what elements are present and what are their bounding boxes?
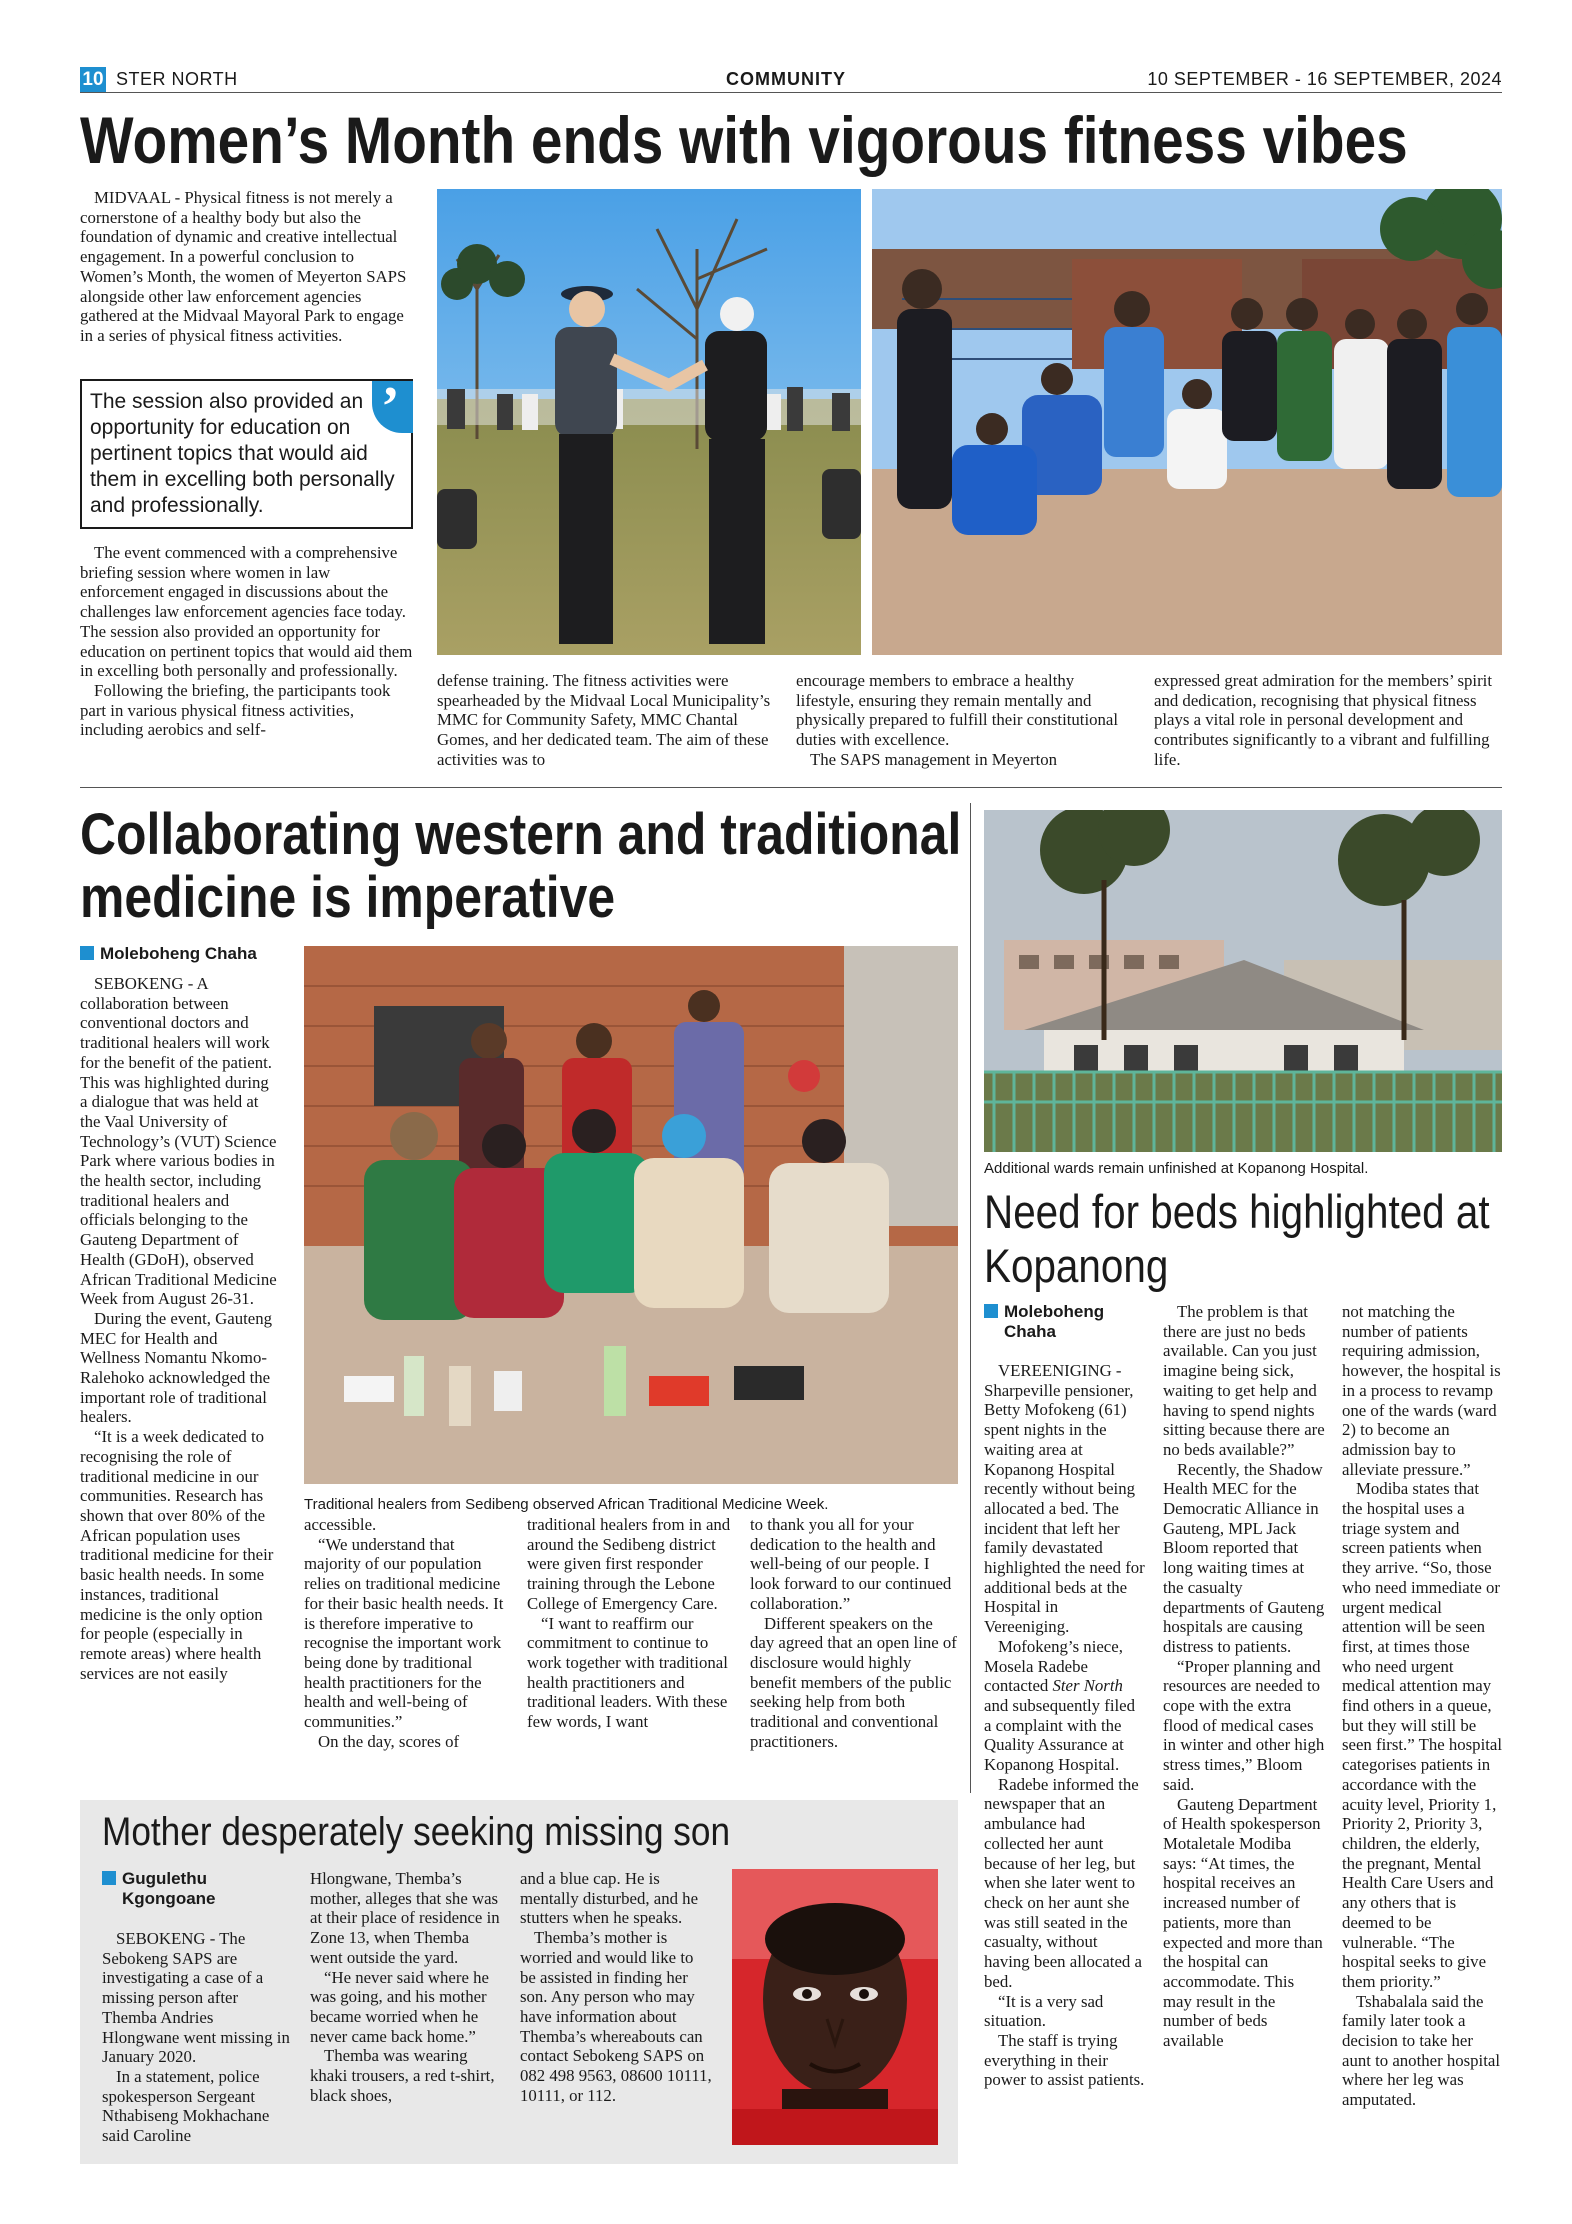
article2-col1-p2: During the event, Gauteng MEC for Health and Wellness Nomantu Nkomo-Ralehoko acknowledged the important role of traditional healers. xyxy=(80,1308,273,1427)
article3-headline: Mother desperately seeking missing son xyxy=(102,1810,731,1854)
article3-col2 xyxy=(310,1869,500,2105)
article1-col1-p1: The event commenced with a comprehensive briefing session where women in law enforcement engaged in discussions about the challenges law enforcement agencies face today. The session also provided an opportunity for education on pertinent topics that would aid them in excelling both personally and professionally. xyxy=(80,543,413,681)
section-name: COMMUNITY xyxy=(726,69,846,89)
article2-headline-line2: medicine is imperative xyxy=(80,865,616,930)
photo-traditional-healers-image xyxy=(304,946,958,1484)
article4-col2-p2: Recently, the Shadow Health MEC for the Democratic Alliance in Gauteng, MPL Jack Bloom reported that long waiting times at the casualty departments of Gauteng hospitals are causing distress to patients. xyxy=(1163,1459,1325,1656)
article2-col1-p3: “It is a week dedicated to recognising the role of traditional medicine in our communities. Research has shown that over 80% of the African population uses traditional medicine for their basic health needs. In some instances, traditional medicine is the only option for people (especially in remote areas) where health services are not easily xyxy=(80,1427,274,1683)
article4-col1-p3: Radebe informed the newspaper that an ambulance had collected her aunt because of her leg, but when she later went to check on her aunt she was still seated in the casualty, without having been allocated a bed. xyxy=(984,1774,1142,1991)
photo-missing-person xyxy=(732,1869,938,2145)
article2-headline-line1: Collaborating western and traditional xyxy=(80,802,962,867)
article2-col1 xyxy=(80,974,280,1683)
article1-col2-text: defense training. The fitness activities were spearheaded by the Midvaal Local Municipality’s MMC for Community Safety, MMC Chantal Gomes, and her dedicated team. The aim of these activities was to xyxy=(437,671,771,769)
photo-kopanong-hospital xyxy=(984,810,1502,1152)
article4-photo-caption: Additional wards remain unfinished at Kopanong Hospital. xyxy=(984,1160,1369,1177)
article3-byline xyxy=(102,1869,292,1909)
article1-col4 xyxy=(1154,671,1502,770)
article4-col1-p2-end: and subsequently filed a complaint with the Quality Assurance at Kopanong Hospital. xyxy=(984,1695,1135,1775)
article4-col1 xyxy=(984,1361,1146,2090)
photo-missing-person-image xyxy=(732,1869,938,2145)
pullquote-box xyxy=(80,376,413,529)
article2-col1-p1: SEBOKENG - A collaboration between conventional doctors and traditional healers will work for the benefit of the patient. This was highlighted during a dialogue that was held at the Vaal University of Technology’s (VUT) Science Park where various bodies in the health sector, including traditional healers and officials belonging to the Gauteng Department of Health (GDoH), observed African Traditional Medicine Week from August 26-31. xyxy=(80,974,277,1309)
article1-intro-paragraph: MIDVAAL - Physical fitness is not merely a cornerstone of a healthy body but also the foundation of dynamic and creative intellectual engagement. In a powerful conclusion to Women’s Month, the women of Meyerton SAPS alongside other law enforcement agencies gathered at the Midvaal Mayoral Park to engage in a series of physical fitness activities. xyxy=(80,188,407,345)
article4-col1-p4: “It is a very sad situation. xyxy=(984,1991,1104,2031)
article3-col1 xyxy=(102,1929,290,2146)
pullquote-text: The session also provided an opportunity for education on pertinent topics that would aid them in excelling both personally and professionally. xyxy=(90,390,395,517)
quote-icon: ’ xyxy=(372,381,413,433)
article3-col2-p1: Hlongwane, Themba’s mother, alleges that she was at their place of residence in Zone 13, when Themba went outside the yard. xyxy=(310,1869,500,1967)
article3-col1-p2: In a statement, police spokesperson Sergeant Nthabiseng Mokhachane said Caroline xyxy=(102,2066,270,2146)
article1-col3-p2: The SAPS management in Meyerton xyxy=(810,749,1058,769)
article2-byline-name: Moleboheng Chaha xyxy=(100,944,257,963)
header-rule xyxy=(80,92,1502,93)
issue-date: 10 SEPTEMBER - 16 SEPTEMBER, 2024 xyxy=(1147,69,1502,89)
article3-col2-p2: “He never said where he was going, and his mother became worried when he never came back home.” xyxy=(310,1967,489,2046)
article2-col2 xyxy=(304,1515,512,1751)
photo-fitness-group-image xyxy=(872,189,1502,655)
article2-col3-p1: traditional healers from in and around the Sedibeng district were given first responder training through the Lebone College of Emergency Care. xyxy=(527,1515,731,1613)
article4-col1-p1: VEREENIGING - Sharpeville pensioner, Betty Mofokeng (61) spent nights in the waiting area at Kopanong Hospital recently without being allocated a bed. The incident that left her family devastated highlighted the need for additional beds at the Hospital in Vereeniging. xyxy=(984,1361,1145,1637)
article4-col1-p2 xyxy=(984,1637,1146,1775)
article1-headline: Women’s Month ends with vigorous fitness vibes xyxy=(80,103,1408,177)
article4-byline-line1: Moleboheng xyxy=(1004,1302,1105,1321)
article4-col2-p4: Gauteng Department of Health spokesperson Motaletale Modiba says: “At times, the hospital receives an increased number of patients, more than expected and more than the hospital can accommodate. This may result in the number of beds available xyxy=(1163,1794,1323,2051)
article1-intro xyxy=(80,188,416,346)
article4-col3-p3: Tshabalala said the family later took a decision to take her aunt to another hospital where her leg was amputated. xyxy=(1342,1991,1500,2110)
article2-col4-p2: Different speakers on the day agreed that an open line of disclosure would highly benefit members of the public seeking help from both traditional and conventional practitioners. xyxy=(750,1613,957,1751)
article3-col1-p1: SEBOKENG - The Sebokeng SAPS are investigating a case of a missing person after Themba Andries Hlongwane went missing in January 2020. xyxy=(102,1929,290,2067)
article1-col3 xyxy=(796,671,1136,770)
column-divider xyxy=(970,803,971,1793)
article4-headline-line2: Kopanong xyxy=(984,1239,1169,1292)
article2-col3 xyxy=(527,1515,734,1732)
photo-traditional-healers xyxy=(304,946,958,1484)
article3-col3 xyxy=(520,1869,712,2105)
article3-byline-line2: Kgongoane xyxy=(122,1889,216,1908)
article3-col3-p2: Themba’s mother is worried and would like to be assisted in finding her son. Any person who may have information about Themba’s whereabouts can contact Sebokeng SAPS on 082 498 9563, 08600 10111, 10111, or 112. xyxy=(520,1928,712,2105)
article4-col2 xyxy=(1163,1302,1325,2051)
article4-col3 xyxy=(1342,1302,1502,2110)
article3-byline-line1: Gugulethu xyxy=(122,1869,207,1888)
page-number: 10 xyxy=(80,67,106,92)
article4-headline-line1: Need for beds highlighted at xyxy=(984,1185,1490,1238)
article4-byline xyxy=(984,1302,1144,1342)
article2-col3-p2: “I want to reaffirm our commitment to continue to work together with traditional health practitioners and traditional leaders. With these few words, I want xyxy=(527,1613,728,1732)
article4-col2-p3: “Proper planning and resources are needed to cope with the extra flood of medical cases in winter and other high stress times,” Bloom said. xyxy=(1163,1656,1325,1794)
article2-col4-p1: to thank you all for your dedication to the health and well-being of our people. I look forward to our continued collaboration.” xyxy=(750,1515,952,1613)
article2-col2-p3: On the day, scores of xyxy=(318,1731,460,1751)
article4-byline-line2: Chaha xyxy=(1004,1322,1056,1341)
photo-fitness-handshake-image xyxy=(437,189,861,655)
article2-col4 xyxy=(750,1515,958,1751)
article1-col3-p1: encourage members to embrace a healthy lifestyle, ensuring they remain mentally and physically prepared to fulfill their constitutional duties with excellence. xyxy=(796,671,1119,750)
article4-col1-p2-publication: Ster North xyxy=(1052,1676,1123,1696)
article3-col2-p3: Themba was wearing khaki trousers, a red t-shirt, black shoes, xyxy=(310,2046,495,2105)
article4-col2-p1: The problem is that there are just no beds available. Can you just imagine being sick, waiting to get help and having to spend nights sitting because there are no beds available?” xyxy=(1163,1302,1325,1459)
article2-photo-caption: Traditional healers from Sedibeng observed African Traditional Medicine Week. xyxy=(304,1496,829,1513)
article2-col2-p1: accessible. xyxy=(304,1515,377,1534)
article1-col1 xyxy=(80,543,416,740)
article1-col2 xyxy=(437,671,781,770)
photo-fitness-group xyxy=(872,189,1502,655)
article2-byline xyxy=(80,944,257,964)
article4-col3-p2: Modiba states that the hospital uses a triage system and screen patients when they arrive. “So, those who need immediate or urgent medical attention will be seen first, at times those who need urgent medical attention may find others in a queue, but they will still be seen first.” The hospital categorises patients in accordance with the acuity level, Priority 1, Priority 2, Priority 3, children, the elderly, the pregnant, Mental Health Care Users and any others that is deemed to be vulnerable. “The hospital seeks to give them priority.” xyxy=(1342,1479,1503,1991)
photo-kopanong-hospital-image xyxy=(984,810,1502,1152)
byline-marker xyxy=(102,1871,116,1885)
section-rule xyxy=(80,787,1502,788)
article3-col3-p1: and a blue cap. He is mentally disturbed, and he stutters when he speaks. xyxy=(520,1869,699,1928)
article4-col1-p5: The staff is trying everything in their power to assist patients. xyxy=(984,2030,1145,2090)
byline-marker xyxy=(984,1304,998,1318)
article4-col3-p1: not matching the number of patients requiring admission, however, the hospital is in a process to revamp one of the wards (ward 2) to become an admission bay to alleviate pressure.” xyxy=(1342,1302,1501,1479)
byline-marker xyxy=(80,946,94,960)
article4-col1-p2-start: Mofokeng’s niece, Mosela Radebe contacted xyxy=(984,1636,1123,1696)
photo-fitness-handshake xyxy=(437,189,861,655)
article1-col1-p2: Following the briefing, the participants took part in various physical fitness activities, including aerobics and self- xyxy=(80,680,391,740)
article1-col4-text: expressed great admiration for the members’ spirit and dedication, recognising that physical fitness plays a vital role in personal development and contributes significantly to a vibrant and fulfilling life. xyxy=(1154,671,1492,769)
article2-col2-p2: “We understand that majority of our population relies on traditional medicine for their basic health needs. It is therefore imperative to recognise the important work being done by traditional health practitioners for the health and well-being of communities.” xyxy=(304,1534,504,1732)
publication-name: STER NORTH xyxy=(116,69,238,89)
